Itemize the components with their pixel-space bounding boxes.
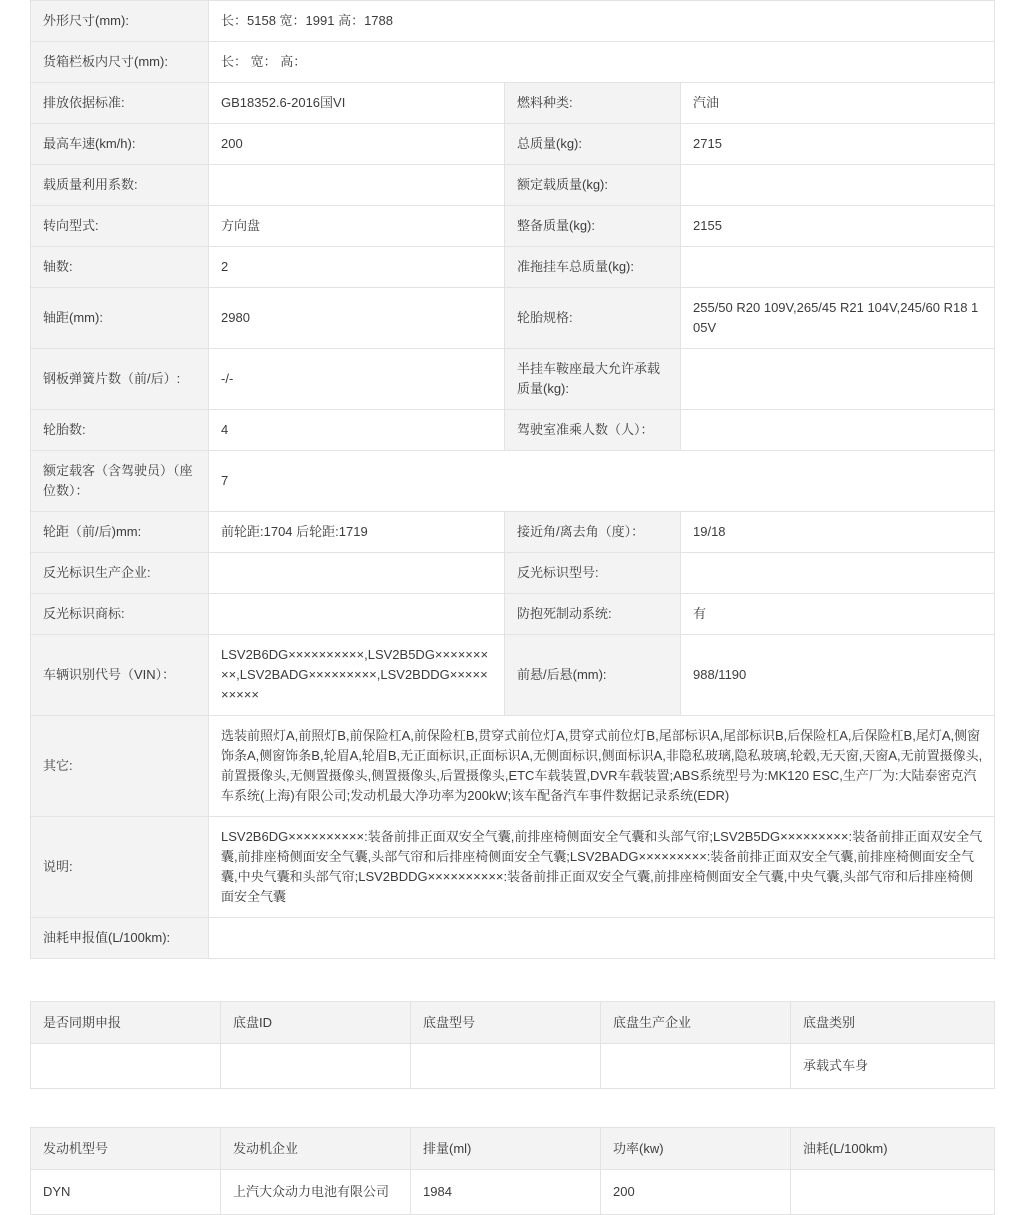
- row-value-emission-standard: GB18352.6-2016国VI: [209, 83, 505, 124]
- table-row: [31, 1, 995, 42]
- table-row: [31, 1044, 995, 1089]
- table-row: [31, 165, 995, 206]
- chassis-col-chassis-category: 底盘类别: [791, 1002, 995, 1044]
- row-value-gross-mass: 2715: [681, 124, 995, 165]
- row-label-fuel-type: 燃料种类:: [505, 83, 681, 124]
- chassis-col-chassis-model: 底盘型号: [411, 1002, 601, 1044]
- row-label-approach-departure-angle: 接近角/离去角（度）：: [505, 512, 681, 553]
- row-label-front-rear-overhang: 前悬/后悬(mm):: [505, 635, 681, 716]
- row-value-curb-mass: 2155: [681, 206, 995, 247]
- chassis-cell-chassis-model: [411, 1044, 601, 1089]
- row-label-cargo-box-inner-dimensions: 货箱栏板内尺寸(mm):: [31, 42, 209, 83]
- table-row: [31, 512, 995, 553]
- row-label-vin: 车辆识别代号（VIN）：: [31, 635, 209, 716]
- row-value-axle-count: 2: [209, 247, 505, 288]
- row-label-tire-specification: 轮胎规格:: [505, 288, 681, 349]
- engine-col-power: 功率(kw): [601, 1128, 791, 1170]
- row-value-vin: LSV2B6DG××××××××××,LSV2B5DG×××××××××,LSV2BADG×××××××××,LSV2BDDG××××××××××: [209, 635, 505, 716]
- row-label-cab-passenger-capacity: 驾驶室准乘人数（人）：: [505, 410, 681, 451]
- row-label-leaf-spring-count: 钢板弹簧片数（前/后）:: [31, 349, 209, 410]
- table-row: [31, 817, 995, 918]
- row-value-leaf-spring-count: -/-: [209, 349, 505, 410]
- table-header-row: [31, 1002, 995, 1044]
- chassis-table-head: [31, 1002, 995, 1044]
- row-value-declared-fuel-consumption: [209, 918, 995, 959]
- chassis-col-chassis-manufacturer: 底盘生产企业: [601, 1002, 791, 1044]
- chassis-cell-same-period-declaration: [31, 1044, 221, 1089]
- row-value-tire-specification: 255/50 R20 109V,265/45 R21 104V,245/60 R18 105V: [681, 288, 995, 349]
- row-value-load-utilization-coefficient: [209, 165, 505, 206]
- table-header-row: [31, 1128, 995, 1170]
- row-label-axle-count: 轴数:: [31, 247, 209, 288]
- row-label-semitrailer-saddle-max-load: 半挂车鞍座最大允许承载质量(kg):: [505, 349, 681, 410]
- table-row: [31, 553, 995, 594]
- row-label-exterior-dimensions: 外形尺寸(mm):: [31, 1, 209, 42]
- table-row: [31, 635, 995, 716]
- engine-table-head: [31, 1128, 995, 1170]
- row-label-curb-mass: 整备质量(kg):: [505, 206, 681, 247]
- row-label-reflective-marking-model: 反光标识型号:: [505, 553, 681, 594]
- row-label-reflective-marking-trademark: 反光标识商标:: [31, 594, 209, 635]
- engine-cell-power: 200: [601, 1170, 791, 1215]
- section-spacer-2: [30, 1089, 994, 1127]
- table-row: [31, 206, 995, 247]
- vehicle-spec-body: [31, 1, 995, 959]
- table-row: [31, 451, 995, 512]
- engine-col-engine-manufacturer: 发动机企业: [221, 1128, 411, 1170]
- table-row: [31, 124, 995, 165]
- engine-cell-displacement: 1984: [411, 1170, 601, 1215]
- table-row: [31, 83, 995, 124]
- engine-table-body: [31, 1170, 995, 1215]
- row-value-cab-passenger-capacity: [681, 410, 995, 451]
- row-label-load-utilization-coefficient: 载质量利用系数:: [31, 165, 209, 206]
- engine-cell-engine-manufacturer: 上汽大众动力电池有限公司: [221, 1170, 411, 1215]
- row-value-fuel-type: 汽油: [681, 83, 995, 124]
- row-label-reflective-marking-manufacturer: 反光标识生产企业:: [31, 553, 209, 594]
- row-value-approach-departure-angle: 19/18: [681, 512, 995, 553]
- row-value-reflective-marking-trademark: [209, 594, 505, 635]
- row-label-steering-type: 转向型式:: [31, 206, 209, 247]
- engine-table: [30, 1127, 995, 1215]
- row-value-abs: 有: [681, 594, 995, 635]
- row-label-tire-count: 轮胎数:: [31, 410, 209, 451]
- table-row: [31, 1170, 995, 1215]
- table-row: [31, 349, 995, 410]
- row-value-trailer-gross-mass: [681, 247, 995, 288]
- row-value-steering-type: 方向盘: [209, 206, 505, 247]
- row-label-abs: 防抱死制动系统:: [505, 594, 681, 635]
- row-value-wheelbase: 2980: [209, 288, 505, 349]
- row-label-rated-passengers: 额定载客（含驾驶员）（座位数）：: [31, 451, 209, 512]
- section-spacer-1: [30, 959, 994, 1001]
- row-label-description: 说明:: [31, 817, 209, 918]
- row-value-exterior-dimensions: 长：5158 宽：1991 高：1788: [209, 1, 995, 42]
- row-value-other: 选装前照灯A,前照灯B,前保险杠A,前保险杠B,贯穿式前位灯A,贯穿式前位灯B,尾部标识A,尾部标识B,后保险杠A,后保险杠B,尾灯A,侧窗饰条A,侧窗饰条B,轮眉A,轮眉B,无正面标识,正面标识A,无侧面标识,侧面标识A,非隐私玻璃,隐私玻璃,轮毂,无天窗,天窗A,无前置摄像头,前置摄像头,无侧置摄像头,侧置摄像头,后置摄像头,ETC车载装置,DVR车载装置;ABS系统型号为:MK120 ESC,生产厂为:大陆泰密克汽车系统(上海)有限公司;发动机最大净功率为200kW;该车配备汽车事件数据记录系统(EDR): [209, 716, 995, 817]
- row-value-description: LSV2B6DG××××××××××:装备前排正面双安全气囊,前排座椅侧面安全气囊和头部气帘;LSV2B5DG×××××××××:装备前排正面双安全气囊,前排座椅侧面安全气囊,头部气帘和后排座椅侧面安全气囊;LSV2BADG×××××××××:装备前排正面双安全气囊,前排座椅侧面安全气囊,中央气囊和头部气帘;LSV2BDDG××××××××××:装备前排正面双安全气囊,前排座椅侧面安全气囊,中央气囊,头部气帘和后排座椅侧面安全气囊: [209, 817, 995, 918]
- row-label-emission-standard: 排放依据标准:: [31, 83, 209, 124]
- table-row: [31, 410, 995, 451]
- engine-col-fuel-consumption: 油耗(L/100km): [791, 1128, 995, 1170]
- row-label-other: 其它:: [31, 716, 209, 817]
- chassis-cell-chassis-category: 承载式车身: [791, 1044, 995, 1089]
- chassis-table-body: [31, 1044, 995, 1089]
- row-label-wheelbase: 轴距(mm):: [31, 288, 209, 349]
- chassis-col-same-period-declaration: 是否同期申报: [31, 1002, 221, 1044]
- row-label-track-width: 轮距（前/后)mm:: [31, 512, 209, 553]
- row-value-track-width: 前轮距:1704 后轮距:1719: [209, 512, 505, 553]
- engine-col-displacement: 排量(ml): [411, 1128, 601, 1170]
- table-row: [31, 918, 995, 959]
- engine-col-engine-model: 发动机型号: [31, 1128, 221, 1170]
- row-value-max-speed: 200: [209, 124, 505, 165]
- table-row: [31, 42, 995, 83]
- chassis-col-chassis-id: 底盘ID: [221, 1002, 411, 1044]
- row-value-reflective-marking-model: [681, 553, 995, 594]
- table-row: [31, 288, 995, 349]
- chassis-table: [30, 1001, 995, 1089]
- vehicle-spec-table: [30, 0, 995, 959]
- table-row: [31, 716, 995, 817]
- row-value-rated-load-mass: [681, 165, 995, 206]
- row-value-front-rear-overhang: 988/1190: [681, 635, 995, 716]
- row-label-rated-load-mass: 额定载质量(kg):: [505, 165, 681, 206]
- table-row: [31, 594, 995, 635]
- engine-cell-fuel-consumption: [791, 1170, 995, 1215]
- row-value-cargo-box-inner-dimensions: 长： 宽： 高：: [209, 42, 995, 83]
- row-label-trailer-gross-mass: 准拖挂车总质量(kg):: [505, 247, 681, 288]
- row-value-semitrailer-saddle-max-load: [681, 349, 995, 410]
- row-value-reflective-marking-manufacturer: [209, 553, 505, 594]
- row-label-declared-fuel-consumption: 油耗申报值(L/100km):: [31, 918, 209, 959]
- chassis-cell-chassis-manufacturer: [601, 1044, 791, 1089]
- row-label-max-speed: 最高车速(km/h):: [31, 124, 209, 165]
- chassis-cell-chassis-id: [221, 1044, 411, 1089]
- table-row: [31, 247, 995, 288]
- row-value-tire-count: 4: [209, 410, 505, 451]
- engine-cell-engine-model: DYN: [31, 1170, 221, 1215]
- row-label-gross-mass: 总质量(kg):: [505, 124, 681, 165]
- row-value-rated-passengers: 7: [209, 451, 995, 512]
